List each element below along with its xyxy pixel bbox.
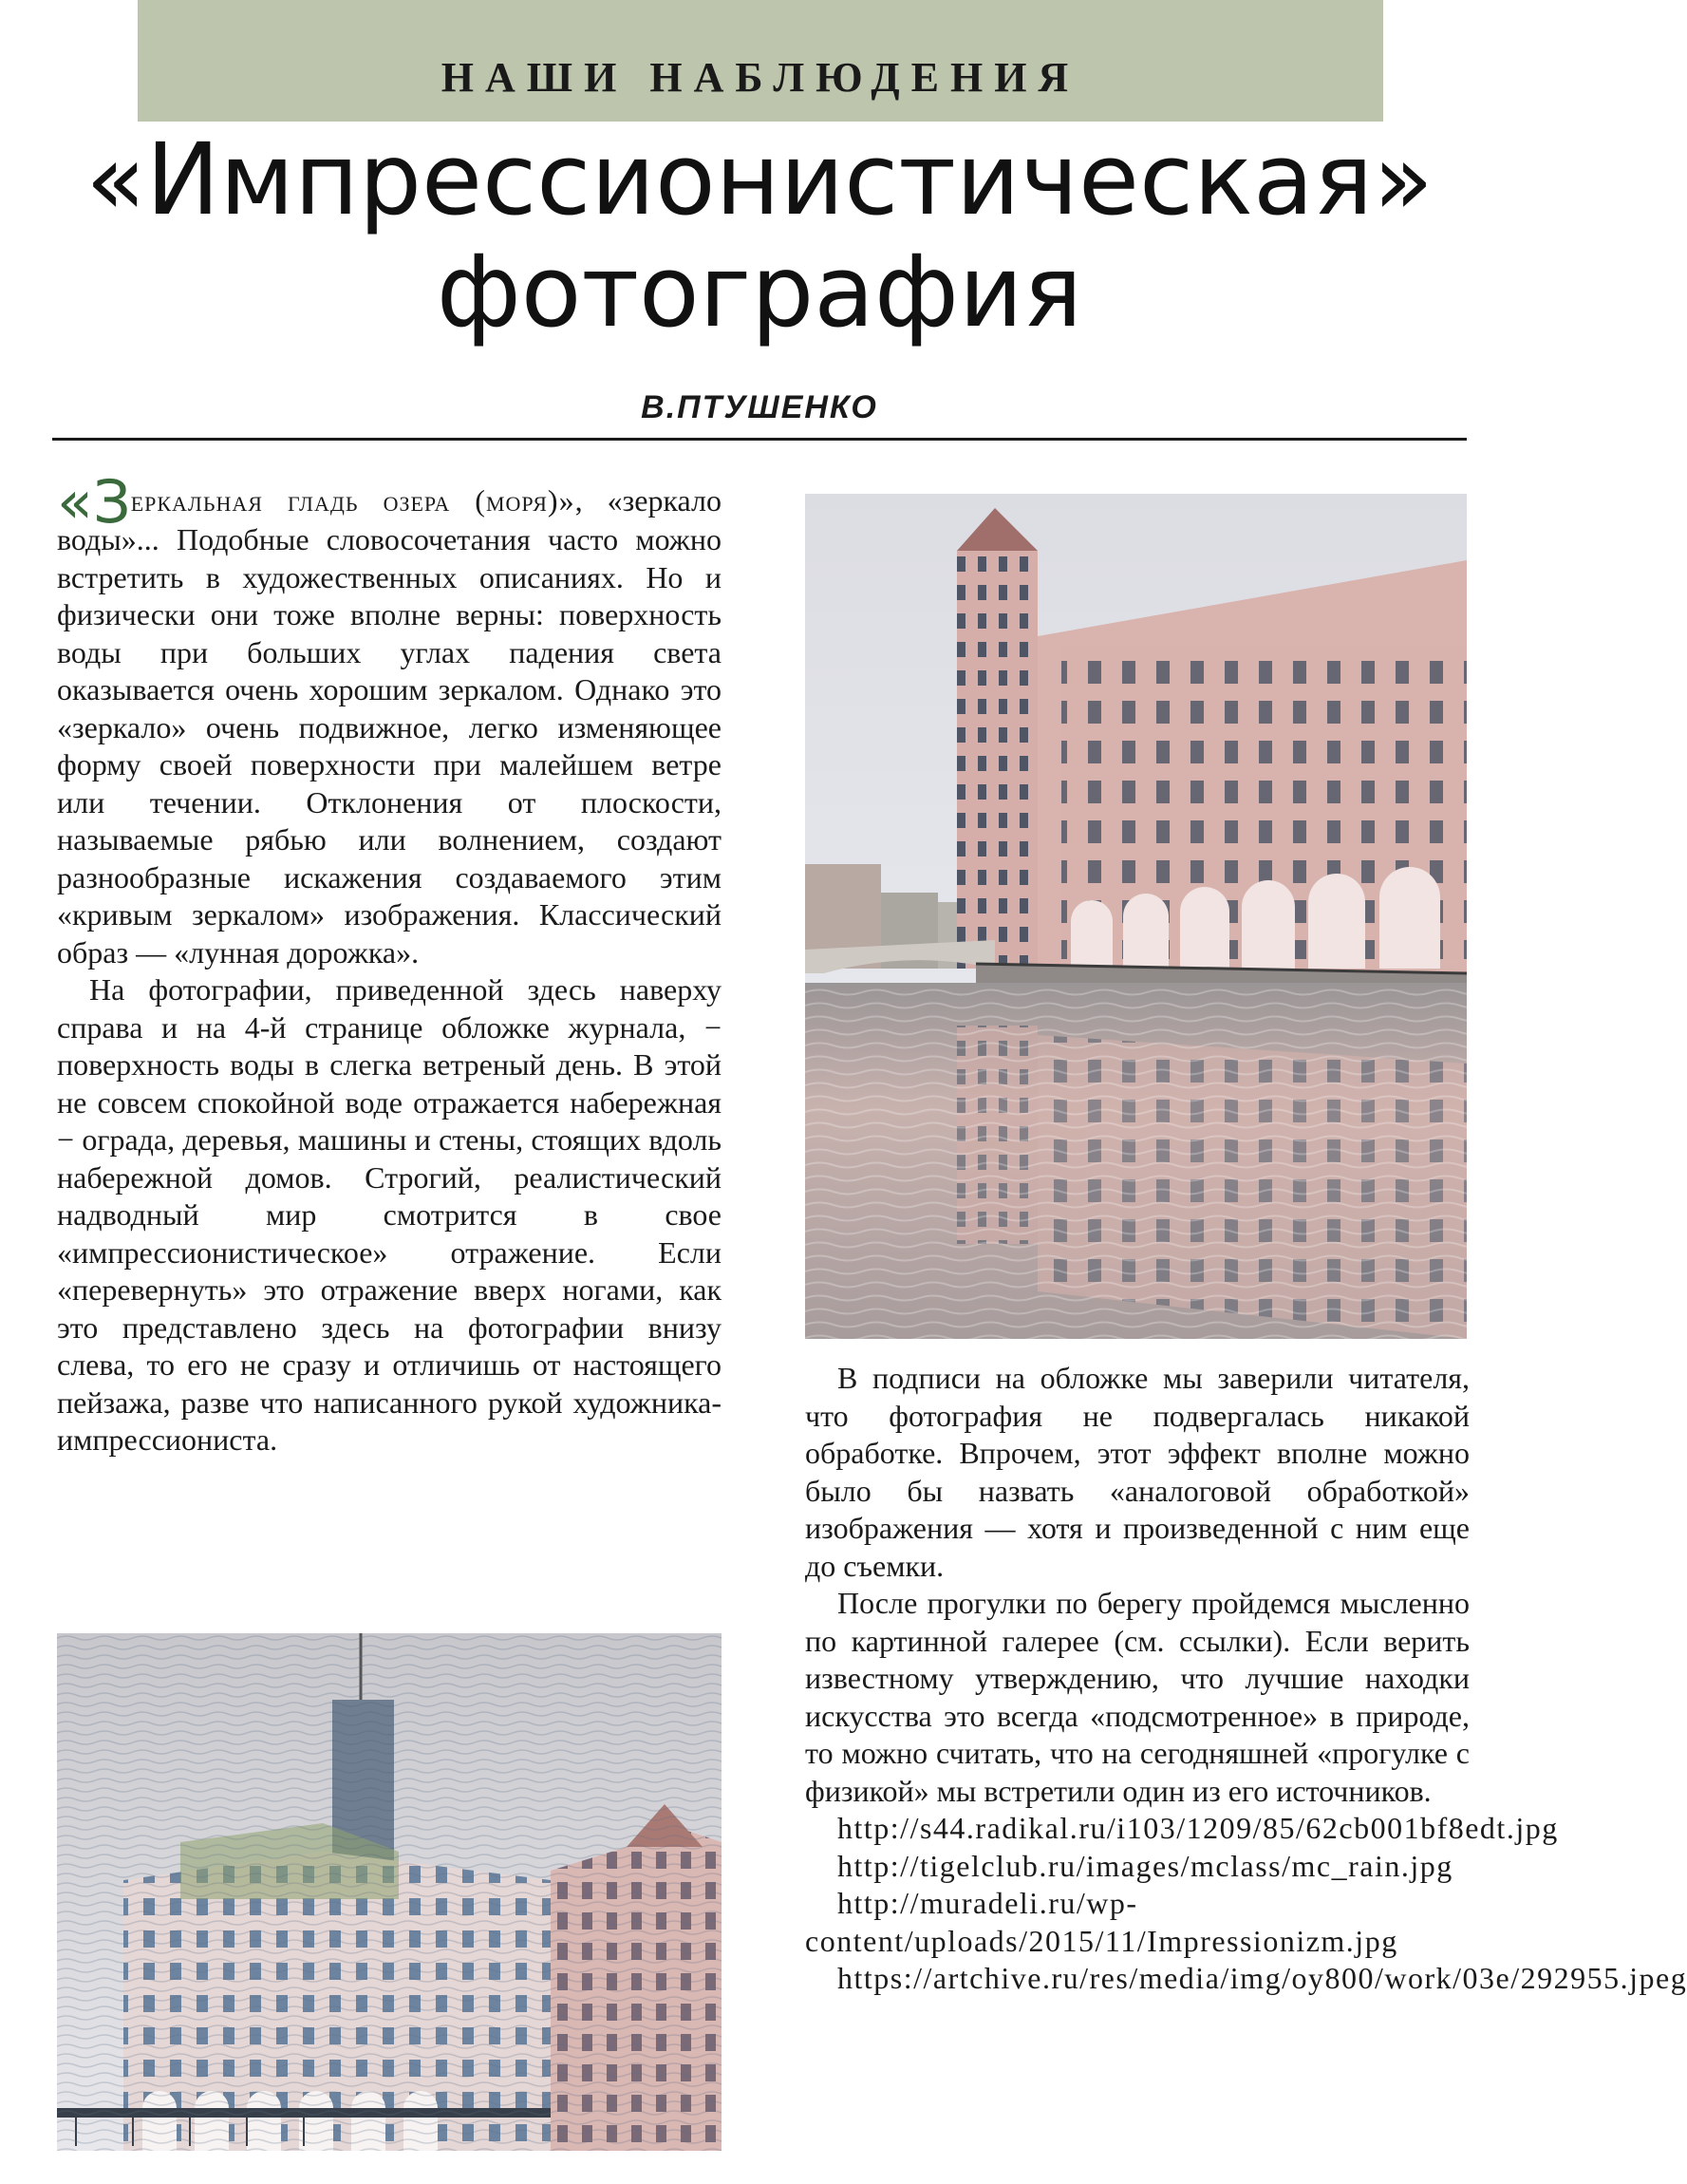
paragraph-text: «зеркало воды»... Подобные словосочетания часто можно встретить в художественных описаниях. Но и физически они тоже вполне верны: поверхность воды при больших углах падения света оказывается очень хорошим зеркалом. Однако это «зеркало» очень подвижное, легко изменяющее форму своей поверхности при малейшем ветре или течении. Отклонения от плоскости, называемые рябью или волнением, создают разнообразные искажения создаваемого этим «кривым зеркалом» изображения. Классический образ — «лунная дорожка». (57, 483, 722, 970)
paragraph (57, 467, 722, 971)
reference-link[interactable]: http://s44.radikal.ru/i103/1209/85/62cb001bf8edt.jpg (837, 1811, 1559, 1845)
reference-link[interactable]: https://artchive.ru/res/media/img/oy800/work/03e/292955.jpeg (837, 1961, 1687, 1995)
paragraph: В подписи на обложке мы заверили читателя, что фотография не подвергалась никакой обработке. Впрочем, этот эффект вполне можно было бы назвать «аналоговой обработкой» изображения — хотя и произведенной с ним еще до съемки. (805, 1361, 1470, 1583)
dropcap-quote: « (57, 467, 93, 537)
article-title (0, 123, 1519, 348)
canal-reflection-photo (805, 494, 1467, 1339)
lead-in-text: еркальная гладь озера (моря)», (130, 483, 584, 518)
dropcap-letter: З (92, 467, 131, 537)
left-column-text (57, 467, 722, 1459)
right-column-text (805, 1360, 1687, 1998)
rubric-label: НАШИ НАБЛЮДЕНИЯ (440, 54, 1080, 101)
reference-link[interactable]: http://tigelclub.ru/images/mclass/mc_rain.jpg (837, 1848, 1453, 1883)
paragraph: После прогулки по берегу пройдемся мысленно по картинной галерее (см. ссылки). Если верить известному утверждению, что лучшие находки искусства это всегда «подсмотренное» в природе, то можно считать, что на сегодняшней «прогулке с физикой» мы встретили один из его источников. (805, 1586, 1470, 1808)
header-divider (52, 438, 1467, 441)
paragraph: На фотографии, приведенной здесь наверху справа и на 4-й странице обложке журнала, − поверхность воды в слегка ветреный день. В этой не совсем спокойной воде отражается набережная − ограда, деревья, машины и стены, стоящих вдоль набережной домов. Строгий, реалистический надводный мир смотрится в свое «импрессионистическое» отражение. Если «перевернуть» это отражение вверх ногами, как это представлено здесь на фотографии внизу слева, то его не сразу и отличишь от настоящего пейзажа, разве что написанного рукой художника-импрессиониста. (57, 972, 722, 1457)
title-line-2: фотография (436, 234, 1083, 349)
reference-link[interactable]: http://muradeli.ru/wp-content/uploads/2015/11/Impressionizm.jpg (805, 1886, 1398, 1958)
title-line-1: «Импрессионистическая» (85, 122, 1434, 237)
author-name: В.ПТУШЕНКО (641, 389, 878, 425)
flipped-reflection-photo (57, 1633, 722, 2151)
